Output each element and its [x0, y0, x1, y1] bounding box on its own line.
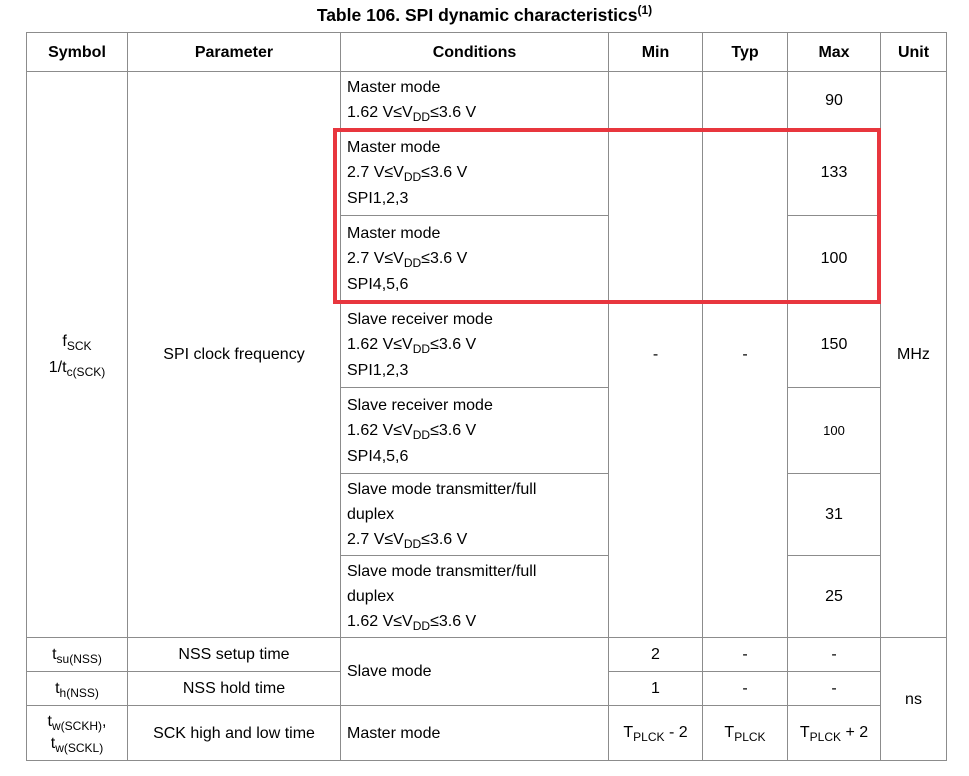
- parameter-spi-clock: SPI clock frequency: [128, 72, 341, 638]
- condition-slave-mode: Slave mode: [341, 638, 609, 706]
- condition-spi-group: SPI1,2,3: [347, 361, 409, 379]
- condition-cell: [341, 302, 609, 388]
- condition-spi-group: SPI4,5,6: [347, 447, 409, 465]
- condition-line: duplex: [347, 505, 395, 523]
- header-unit: Unit: [881, 33, 947, 72]
- condition-line: Slave receiver mode: [347, 396, 493, 414]
- max-cell: -: [788, 638, 881, 672]
- condition-cell: [341, 130, 609, 216]
- condition-line: Slave mode transmitter/full: [347, 562, 537, 580]
- table-title: Table 106. SPI dynamic characteristics$^{(1)}$: [316, 3, 653, 25]
- header-typ: Typ: [703, 33, 788, 72]
- condition-line: duplex: [347, 587, 395, 605]
- header-symbol: Symbol: [27, 33, 128, 72]
- typ-cell: -: [703, 672, 788, 706]
- condition-line: Master mode: [347, 79, 441, 96]
- condition-voltage: 2.7 $V\le V_{DD}\le 3.6$ V: [347, 249, 468, 270]
- max-cell: 100: [788, 388, 881, 474]
- condition-cell: [341, 388, 609, 474]
- max-cell: 100: [788, 216, 881, 302]
- condition-voltage: 1.62 $V\le V_{DD}\le 3.6$ V: [347, 421, 477, 442]
- max-cell: 25: [788, 556, 881, 638]
- min-cell: 2: [609, 638, 703, 672]
- condition-cell: [341, 474, 609, 556]
- condition-voltage: 2.7 $V\le V_{DD}\le 3.6$ V: [347, 163, 468, 184]
- symbol-th-nss: $t_{h(NSS)}$: [27, 672, 128, 706]
- max-cell: 31: [788, 474, 881, 556]
- max-cell: 133: [788, 130, 881, 216]
- unit-mhz: MHz: [881, 72, 947, 638]
- table-row: [27, 706, 947, 761]
- condition-line: Master mode: [347, 224, 441, 242]
- parameter-sck-time: SCK high and low time: [128, 706, 341, 761]
- condition-spi-group: SPI4,5,6: [347, 275, 409, 293]
- max-cell: 150: [788, 302, 881, 388]
- typ-cell: -: [703, 638, 788, 672]
- header-max: Max: [788, 33, 881, 72]
- typ-cell: -: [703, 72, 788, 638]
- max-cell: 90: [788, 72, 881, 130]
- condition-line: Slave mode transmitter/full: [347, 480, 537, 498]
- min-cell: -: [609, 72, 703, 638]
- unit-ns: ns: [881, 638, 947, 761]
- condition-spi-group: SPI1,2,3: [347, 189, 409, 207]
- condition-cell: [341, 556, 609, 638]
- table-row: [27, 638, 947, 672]
- condition-line: Slave receiver mode: [347, 310, 493, 328]
- min-cell: $T_{PLCK} - 2$: [609, 706, 703, 761]
- table-row: [27, 72, 947, 130]
- parameter-nss-setup: NSS setup time: [128, 638, 341, 672]
- condition-cell: [341, 216, 609, 302]
- symbol-tsu-nss: $t_{su(NSS)}$: [27, 638, 128, 672]
- header-row: [27, 33, 947, 72]
- condition-voltage: 1.62 $V\le V_{DD}\le 3.6$ V: [347, 335, 477, 356]
- max-cell: $T_{PLCK} + 2$: [788, 706, 881, 761]
- condition-master-mode: Master mode: [341, 706, 609, 761]
- condition-voltage: 1.62 $V\le V_{DD}\le 3.6$ V: [347, 612, 477, 633]
- spi-characteristics-table: [26, 32, 947, 761]
- header-conditions: Conditions: [341, 33, 609, 72]
- header-parameter: Parameter: [128, 33, 341, 72]
- max-cell: -: [788, 672, 881, 706]
- header-min: Min: [609, 33, 703, 72]
- min-cell: 1: [609, 672, 703, 706]
- symbol-fsck: $f_{SCK}$ $1/t_{c(SCK)}$: [27, 72, 128, 638]
- typ-cell: $T_{PLCK}$: [703, 706, 788, 761]
- condition-line: Master mode: [347, 138, 441, 156]
- condition-voltage: 2.7 $V\le V_{DD}\le 3.6$ V: [347, 530, 468, 551]
- symbol-tw-sck: $t_{w(SCKH)}$, $t_{w(SCKL)}$: [27, 706, 128, 761]
- condition-voltage: 1.62 $V\le V_{DD}\le 3.6$ V: [347, 104, 477, 124]
- condition-cell: [341, 72, 609, 130]
- parameter-nss-hold: NSS hold time: [128, 672, 341, 706]
